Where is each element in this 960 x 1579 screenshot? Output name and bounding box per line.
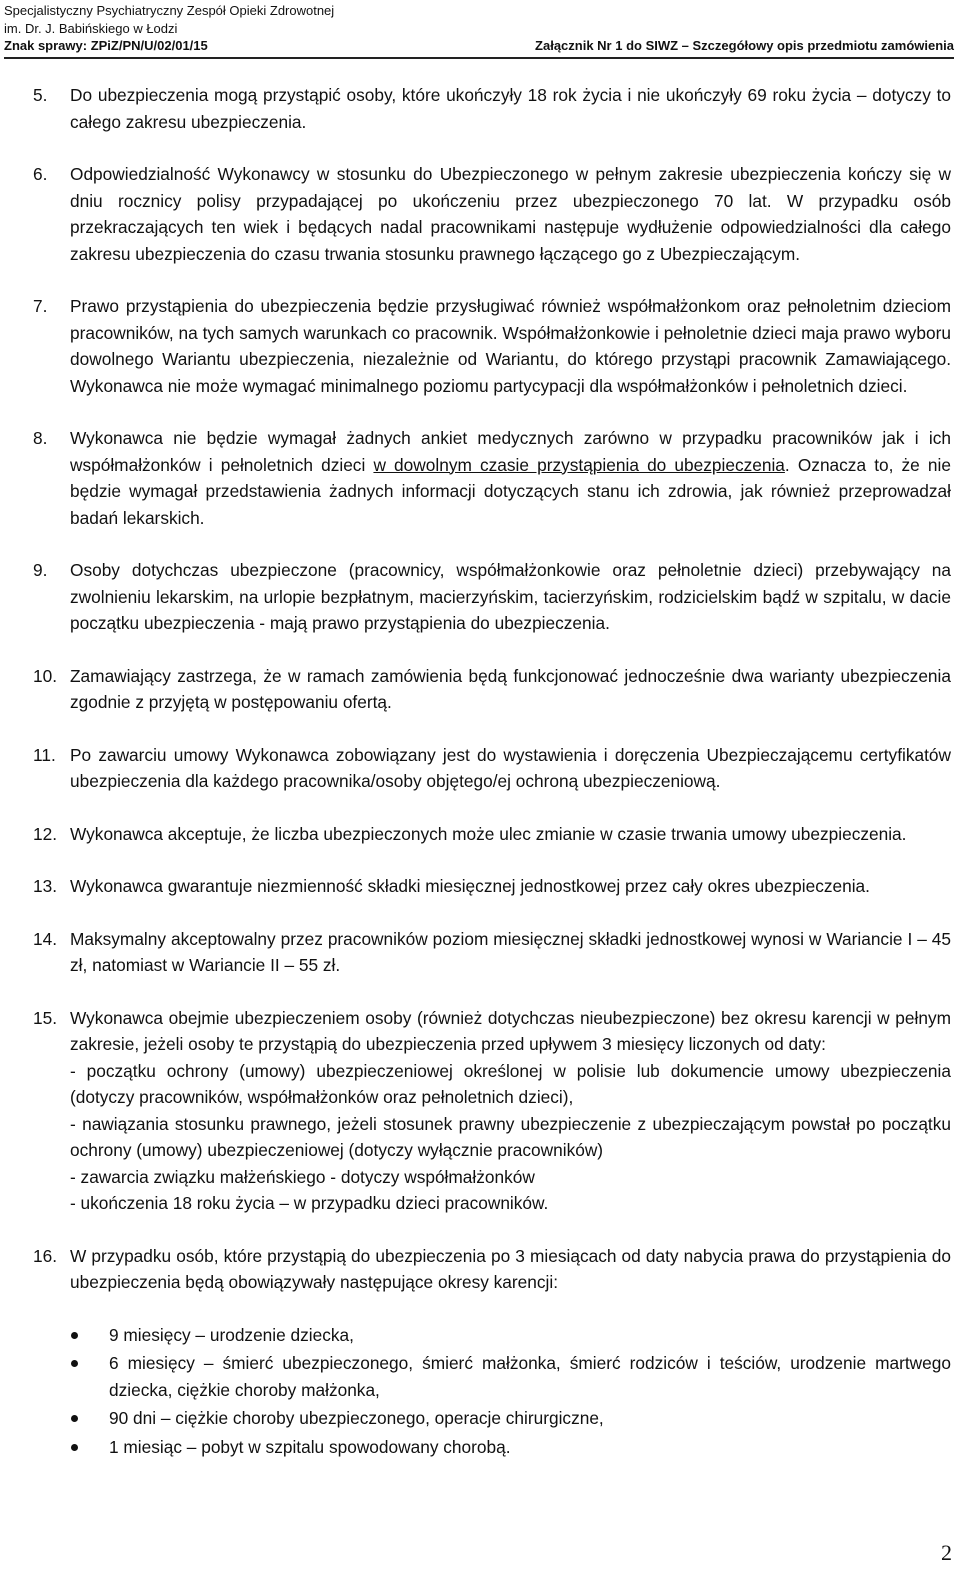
item-text: Osoby dotychczas ubezpieczone (pracownicy, współmałżonkowie oraz pełnoletnie dzieci) przebywający na zwolnieniu lekarskim, na urlopie bezpłatnym, macierzyńskim, tacierzyńskim, rodzicielskim bądź w szpitalu, w dacie początku ubezpieczenia - mają prawo przystąpienia do ubezpieczenia. [70, 560, 951, 633]
list-item [33, 557, 951, 637]
item-text: Do ubezpieczenia mogą przystąpić osoby, które ukończyły 18 rok życia i nie ukończyły 69 roku życia – dotyczy to całego zakresu ubezpieczenia. [70, 85, 951, 132]
sub-item: - nawiązania stosunku prawnego, jeżeli stosunek prawny ubezpieczenie z ubezpieczającym powstał po początku ochrony (umowy) ubezpieczeniowej (dotyczy wyłącznie pracowników) [70, 1113, 951, 1160]
item-text: Wykonawca gwarantuje niezmienność składki miesięcznej jednostkowej przez cały okres ubezpieczenia. [70, 876, 870, 896]
item-text: Odpowiedzialność Wykonawcy w stosunku do Ubezpieczonego w pełnym zakresie ubezpieczenia kończy się w dniu rocznicy polisy przypadającej po ukończeniu przez ubezpieczonego 70 lat. W przypadku osób przekraczających ten wiek i będących nadal pracownikami następuje wydłużenie odpowiedzialności dla całego zakresu ubezpieczenia do czasu trwania stosunku prawnego łączącego go z Ubezpieczającym. [70, 164, 951, 264]
attachment-title: Załącznik Nr 1 do SIWZ – Szczegółowy opis przedmiotu zamówienia [535, 38, 954, 53]
institution-name: Specjalistyczny Psychiatryczny Zespół Opieki Zdrowotnej [4, 3, 335, 18]
item-number: 14. [33, 928, 58, 949]
item-text [70, 425, 951, 531]
list-item [33, 821, 951, 848]
sub-item: - ukończenia 18 roku życia – w przypadku dzieci pracowników. [70, 1193, 549, 1213]
karencja-bullet-list [33, 1322, 951, 1461]
list-item [33, 293, 951, 399]
case-number: Znak sprawy: ZPiZ/PN/U/02/01/15 [4, 38, 208, 53]
bullet-item [71, 1405, 951, 1432]
list-item [33, 742, 951, 795]
item-number: 11. [33, 744, 56, 765]
bullet-item [71, 1350, 951, 1403]
item-number: 9. [33, 560, 48, 580]
page-number: 2 [941, 1540, 952, 1565]
page-header [4, 2, 954, 59]
list-item [33, 926, 951, 979]
item-text: Wykonawca akceptuje, że liczba ubezpieczonych może ulec zmianie w czasie trwania umowy ubezpieczenia. [70, 823, 907, 844]
bullet-icon [71, 1415, 78, 1422]
bullet-item [71, 1434, 951, 1461]
list-item [33, 425, 951, 531]
underlined-text: w dowolnym czasie przystąpienia do ubezpieczenia [373, 454, 785, 475]
item-number: 5. [33, 85, 48, 105]
list-item [33, 1243, 951, 1296]
bullet-item [71, 1322, 951, 1349]
item-text-part: . Oznacza to, że nie będzie wymagał przedstawienia żadnych informacji dotyczących stanu ich zdrowia, jak również przeprowadzał badań lekarskich. [70, 454, 951, 528]
bullet-icon [71, 1444, 78, 1451]
list-item [33, 82, 951, 135]
item-number: 6. [33, 164, 48, 184]
bullet-icon [71, 1360, 78, 1367]
sub-item: - zawarcia związku małżeńskiego - dotyczy współmałżonków [70, 1166, 535, 1187]
bullet-text: 90 dni – ciężkie choroby ubezpieczonego, operacje chirurgiczne, [109, 1408, 604, 1428]
list-item [33, 1005, 951, 1217]
bullet-icon [71, 1332, 78, 1339]
item-text: Zamawiający zastrzega, że w ramach zamówienia będą funkcjonować jednocześnie dwa warianty ubezpieczenia zgodnie z przyjętą w postępowaniu ofertą. [70, 665, 951, 712]
item-text: Prawo przystąpienia do ubezpieczenia będzie przysługiwać również współmałżonkom oraz pełnoletnim dzieciom pracowników, na tych samych warunkach co pracownik. Współmałżonkowie i pełnoletnie dzieci maja prawo wyboru dowolnego Wariantu ubezpieczenia, niezależnie od Wariantu, do którego przystąpi pracownik Zamawiającego. Wykonawca nie może wymagać minimalnego poziomu partycypacji dla współmałżonków i pełnoletnich dzieci. [70, 296, 951, 396]
item-text: W przypadku osób, które przystąpią do ubezpieczenia po 3 miesiącach od daty nabycia prawa do przystąpienia do ubezpieczenia będą obowiązywały następujące okresy karencji: [70, 1245, 951, 1292]
header-reference-line [4, 37, 954, 55]
item-text-part: Wykonawca nie będzie wymagał żadnych ankiet medycznych zarówno w przypadku pracowników jak i ich współmałżonków i pełnoletnich dzieci [70, 428, 951, 475]
bullet-text: 9 miesięcy – urodzenie dziecka, [109, 1324, 354, 1345]
list-item [33, 663, 951, 716]
header-divider [4, 57, 954, 59]
item-text: Maksymalny akceptowalny przez pracowników poziom miesięcznej składki jednostkowej wynosi w Wariancie I – 45 zł, natomiast w Wariancie II – 55 zł. [70, 928, 951, 975]
item-number: 13. [33, 876, 58, 896]
item-number: 15. [33, 1007, 58, 1028]
item-text: Wykonawca obejmie ubezpieczeniem osoby (również dotychczas nieubezpieczone) bez okresu karencji w pełnym zakresie, jeżeli osoby te przystąpią do ubezpieczenia przed upływem 3 miesięcy liczonych od daty: [70, 1007, 951, 1054]
list-item [33, 873, 951, 900]
institution-name-line2: im. Dr. J. Babińskiego w Łodzi [4, 20, 178, 36]
list-item [33, 161, 951, 267]
item-number: 7. [33, 296, 48, 316]
item-number: 16. [33, 1245, 58, 1266]
sub-item: - początku ochrony (umowy) ubezpieczeniowej określonej w polisie lub dokumencie umowy ubezpieczenia (dotyczy pracowników, współmałżonków oraz pełnoletnich dzieci), [70, 1060, 951, 1107]
bullet-text: 6 miesięcy – śmierć ubezpieczonego, śmierć małżonka, śmierć rodziców i teściów, urodzenie martwego dziecka, ciężkie choroby małżonka, [109, 1353, 951, 1400]
document-body [33, 82, 951, 1462]
item-number: 10. [33, 665, 58, 686]
item-number: 12. [33, 823, 58, 844]
bullet-text: 1 miesiąc – pobyt w szpitalu spowodowany chorobą. [109, 1436, 511, 1457]
item-text: Po zawarciu umowy Wykonawca zobowiązany jest do wystawienia i doręczenia Ubezpieczającemu certyfikatów ubezpieczenia dla każdego pracownika/osoby objętego/ej ochroną ubezpieczeniową. [70, 744, 951, 791]
item-number: 8. [33, 428, 48, 448]
